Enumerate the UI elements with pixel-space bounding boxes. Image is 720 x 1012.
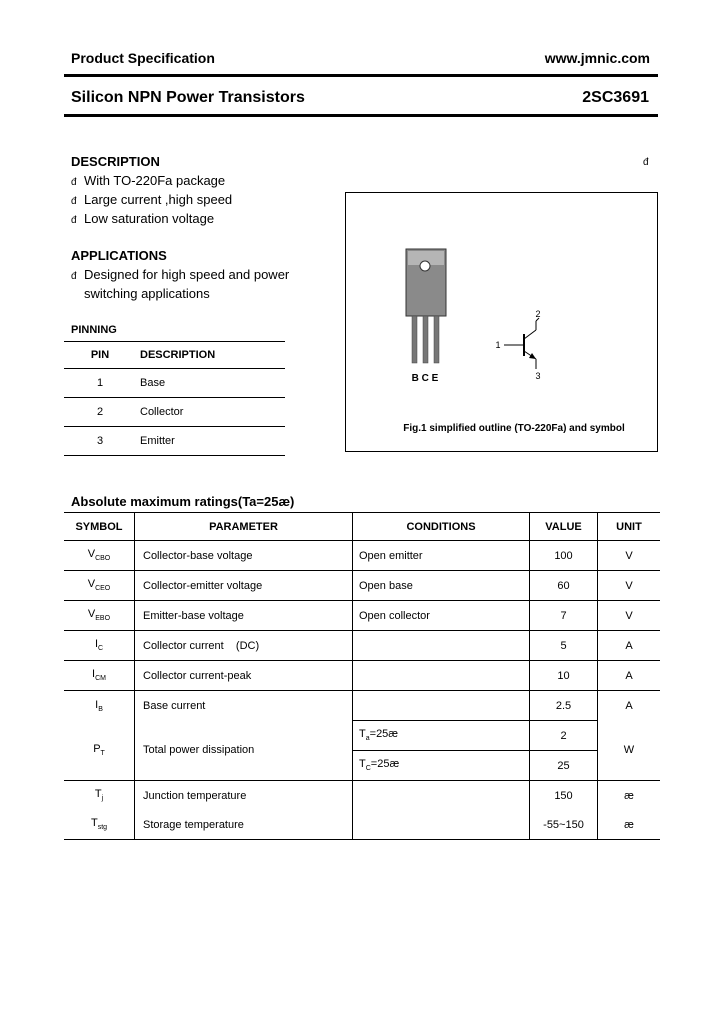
unit-cell: V bbox=[598, 601, 661, 631]
ratings-header-row bbox=[64, 513, 660, 541]
mounting-hole bbox=[420, 261, 430, 271]
table-row bbox=[64, 691, 660, 721]
ratings-table bbox=[64, 512, 660, 840]
lead-collector bbox=[423, 316, 428, 363]
value-cell: 25 bbox=[530, 751, 598, 781]
pin-col-header: PIN bbox=[90, 349, 110, 361]
symbol-pin-2: 2 bbox=[535, 309, 541, 319]
col-conditions: CONDITIONS bbox=[353, 513, 530, 541]
symbol-cell: $T_{stg}$ bbox=[64, 810, 135, 840]
col-unit: UNIT bbox=[598, 513, 661, 541]
table-row bbox=[64, 601, 660, 631]
unit-cell: æ bbox=[598, 781, 661, 811]
pinning-table bbox=[64, 341, 285, 456]
page-title: Silicon NPN Power Transistors bbox=[71, 89, 305, 106]
col-parameter: PARAMETER bbox=[135, 513, 353, 541]
pin-description: Base bbox=[140, 377, 166, 389]
unit-cell: V bbox=[598, 541, 661, 571]
conditions-cell bbox=[353, 631, 530, 661]
unit-cell: A bbox=[598, 661, 661, 691]
applications-heading: APPLICATIONS bbox=[71, 248, 167, 263]
unit-cell: A bbox=[598, 631, 661, 661]
package-outline-drawing bbox=[346, 193, 657, 451]
parameter-cell: Collector-emitter voltage bbox=[135, 571, 353, 601]
pinning-header-row bbox=[64, 342, 285, 369]
table-row bbox=[64, 427, 285, 456]
pin-number: 1 bbox=[96, 377, 104, 389]
parameter-cell: Junction temperature bbox=[135, 781, 353, 811]
table-row bbox=[64, 398, 285, 427]
description-text-2: Large current ,high speed bbox=[84, 192, 233, 207]
conditions-cell bbox=[353, 810, 530, 840]
figure-box bbox=[345, 192, 658, 452]
unit-cell: V bbox=[598, 571, 661, 601]
value-cell: -55~150 bbox=[530, 810, 598, 840]
part-number: 2SC3691 bbox=[582, 89, 649, 106]
table-row bbox=[64, 781, 660, 811]
pin-number: 2 bbox=[96, 406, 104, 418]
conditions-cell: Open collector bbox=[353, 601, 530, 631]
value-cell: 2.5 bbox=[530, 691, 598, 721]
table-row bbox=[64, 571, 660, 601]
value-cell: 60 bbox=[530, 571, 598, 601]
symbol-cell: $V_{CBO}$ bbox=[64, 541, 135, 571]
conditions-cell: $T_C=25æ$ bbox=[353, 751, 530, 781]
symbol-pin-1: 1 bbox=[495, 340, 501, 350]
symbol-pin-3: 3 bbox=[535, 371, 541, 381]
value-cell: 10 bbox=[530, 661, 598, 691]
bullet: đ bbox=[71, 177, 77, 188]
lead-emitter bbox=[434, 316, 439, 363]
lead-labels: B C E bbox=[411, 373, 439, 384]
parameter-cell: Storage temperature bbox=[135, 810, 353, 840]
applications-item bbox=[71, 267, 289, 282]
conditions-cell: $T_a=25æ$ bbox=[353, 721, 530, 751]
unit-cell: æ bbox=[598, 810, 661, 840]
symbol-cell: $I_B$ bbox=[64, 691, 135, 721]
bullet: đ bbox=[71, 215, 77, 226]
collector-line bbox=[524, 330, 536, 339]
conditions-cell: Open emitter bbox=[353, 541, 530, 571]
conditions-cell bbox=[353, 661, 530, 691]
parameter-cell: Total power dissipation bbox=[135, 721, 353, 781]
value-cell: 150 bbox=[530, 781, 598, 811]
unit-cell: A bbox=[598, 691, 661, 721]
table-row bbox=[64, 631, 660, 661]
symbol-cell: $P_T$ bbox=[64, 721, 135, 781]
value-cell: 7 bbox=[530, 601, 598, 631]
col-value: VALUE bbox=[530, 513, 598, 541]
table-row bbox=[64, 541, 660, 571]
pinning-heading: PINNING bbox=[71, 324, 117, 336]
description-item-3 bbox=[71, 211, 214, 226]
parameter-cell: Collector-base voltage bbox=[135, 541, 353, 571]
symbol-cell: $I_{CM}$ bbox=[64, 661, 135, 691]
conditions-cell bbox=[353, 781, 530, 811]
pin-number: 3 bbox=[96, 435, 104, 447]
table-row bbox=[64, 810, 660, 840]
table-row bbox=[64, 721, 660, 751]
header-rule bbox=[64, 74, 658, 77]
col-symbol: SYMBOL bbox=[64, 513, 135, 541]
header-left: Product Specification bbox=[71, 50, 215, 66]
side-mark: đ bbox=[643, 157, 649, 168]
value-cell: 100 bbox=[530, 541, 598, 571]
parameter-cell: Collector current (DC) bbox=[135, 631, 353, 661]
applications-line-2: switching applications bbox=[84, 286, 210, 301]
table-row bbox=[64, 369, 285, 398]
title-rule bbox=[64, 114, 658, 117]
value-cell: 2 bbox=[530, 721, 598, 751]
parameter-cell: Emitter-base voltage bbox=[135, 601, 353, 631]
pin-description: Emitter bbox=[140, 435, 175, 447]
description-text-3: Low saturation voltage bbox=[84, 211, 215, 226]
description-heading: DESCRIPTION bbox=[71, 154, 160, 169]
symbol-cell: $V_{CEO}$ bbox=[64, 571, 135, 601]
bullet: đ bbox=[71, 271, 77, 282]
symbol-cell: $V_{EBO}$ bbox=[64, 601, 135, 631]
conditions-cell bbox=[353, 691, 530, 721]
figure-caption: Fig.1 simplified outline (TO-220Fa) and symbol bbox=[403, 423, 625, 434]
emitter-arrow bbox=[529, 353, 536, 359]
description-item-1 bbox=[71, 173, 225, 188]
header-website[interactable]: www.jmnic.com bbox=[544, 50, 650, 66]
desc-col-header: DESCRIPTION bbox=[140, 349, 216, 361]
lead-base bbox=[412, 316, 417, 363]
table-row bbox=[64, 661, 660, 691]
symbol-cell: $I_C$ bbox=[64, 631, 135, 661]
applications-line-1: Designed for high speed and power bbox=[84, 267, 290, 282]
symbol-cell: $T_j$ bbox=[64, 781, 135, 811]
description-text-1: With TO-220Fa package bbox=[84, 173, 226, 188]
description-item-2 bbox=[71, 192, 232, 207]
parameter-cell: Collector current-peak bbox=[135, 661, 353, 691]
parameter-cell: Base current bbox=[135, 691, 353, 721]
ratings-heading: Absolute maximum ratings(Ta=25æ) bbox=[71, 494, 295, 509]
value-cell: 5 bbox=[530, 631, 598, 661]
pin-description: Collector bbox=[140, 406, 184, 418]
conditions-cell: Open base bbox=[353, 571, 530, 601]
bullet: đ bbox=[71, 196, 77, 207]
unit-cell: W bbox=[598, 721, 661, 781]
